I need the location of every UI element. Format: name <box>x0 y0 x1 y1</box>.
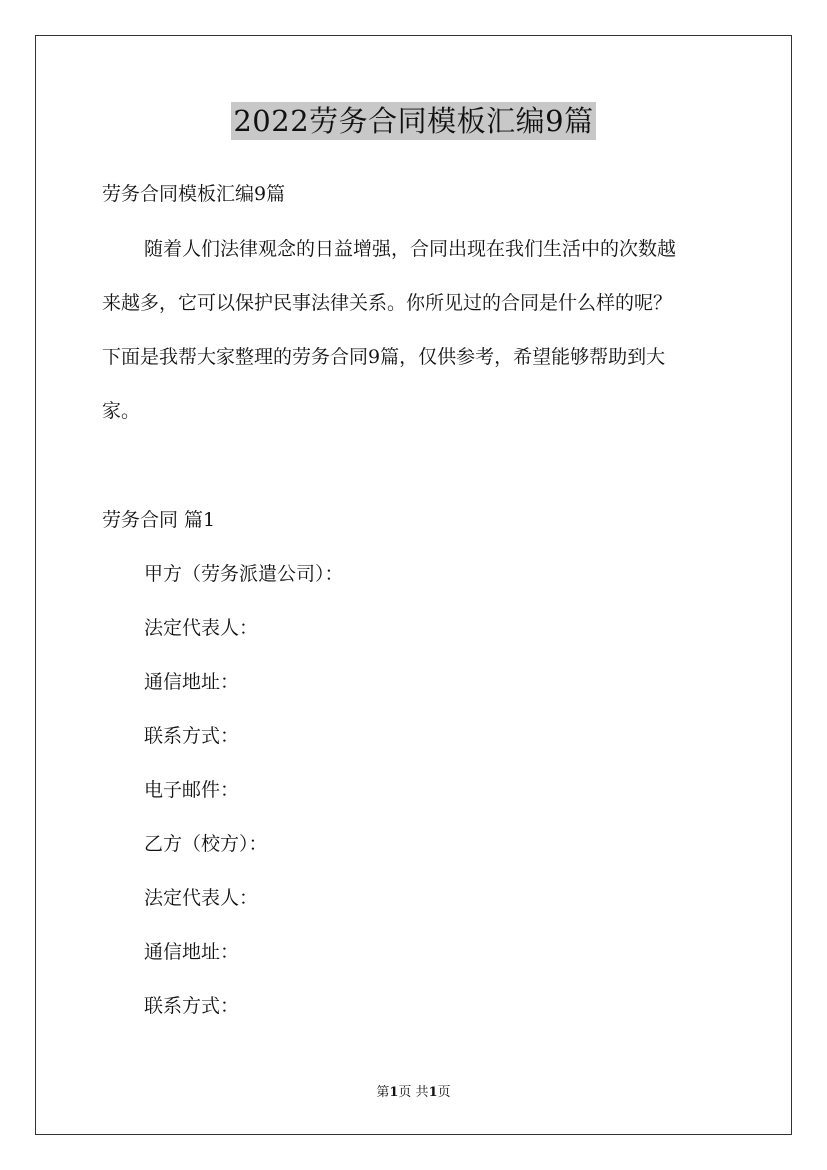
footer-prefix: 第 <box>376 1085 390 1100</box>
page-footer <box>0 1084 827 1102</box>
intro-line-3: 下面是我帮大家整理的劳务合同9篇，仅供参考，希望能够帮助到大 <box>102 346 666 368</box>
intro-line-1: 随着人们法律观念的日益增强，合同出现在我们生活中的次数越 <box>144 238 677 260</box>
footer-page-number: 1 <box>389 1085 399 1100</box>
field-party-b: 乙方（校方）： <box>144 833 268 855</box>
field-legal-rep-a: 法定代表人： <box>144 617 259 639</box>
section-heading: 劳务合同 篇1 <box>102 509 216 531</box>
field-email-a: 电子邮件： <box>144 779 240 801</box>
field-party-a: 甲方（劳务派遣公司）： <box>144 563 344 585</box>
footer-total-pages: 1 <box>428 1085 438 1100</box>
field-address-a: 通信地址： <box>144 671 240 693</box>
title-container <box>0 102 827 140</box>
footer-mid: 页 共 <box>398 1085 429 1100</box>
field-contact-a: 联系方式： <box>144 725 240 747</box>
document-subtitle: 劳务合同模板汇编9篇 <box>102 183 286 205</box>
intro-line-2: 来越多，它可以保护民事法律关系。你所见过的合同是什么样的呢？ <box>102 292 673 314</box>
document-title: 2022劳务合同模板汇编9篇 <box>233 104 594 138</box>
intro-line-4: 家。 <box>102 400 141 422</box>
field-address-b: 通信地址： <box>144 941 240 963</box>
field-contact-b: 联系方式： <box>144 995 240 1017</box>
footer-suffix: 页 <box>437 1085 451 1100</box>
field-legal-rep-b: 法定代表人： <box>144 887 259 909</box>
